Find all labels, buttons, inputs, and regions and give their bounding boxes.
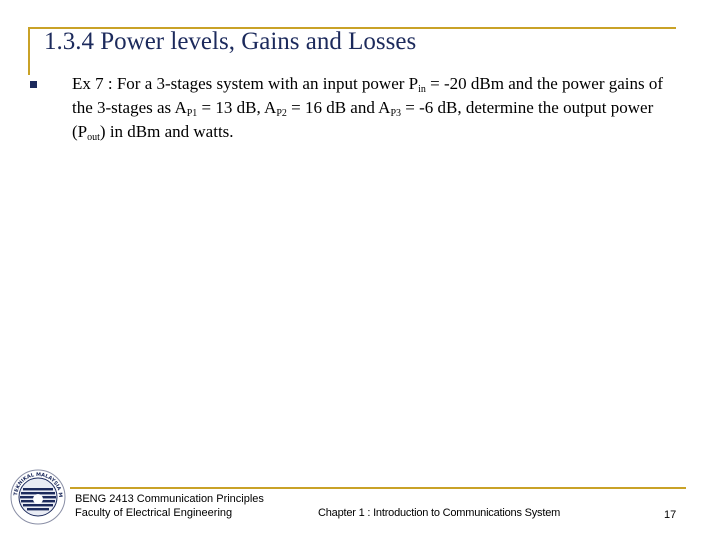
example-text xyxy=(72,72,672,144)
example-text-part: = -20 dBm and the power gains of the 3-stages as A xyxy=(72,74,664,117)
footer-course-info xyxy=(75,492,264,520)
footer-faculty: Faculty of Electrical Engineering xyxy=(75,507,233,519)
seal-lettering: TEKNIKAL MALAYSIA M xyxy=(13,471,64,498)
footer-divider-line xyxy=(70,487,686,489)
ap1-subscript: P1 xyxy=(186,108,198,119)
university-seal-icon xyxy=(9,468,67,526)
title-frame-left-line xyxy=(28,27,30,75)
example-text-part: = 16 dB and A xyxy=(286,98,391,117)
page-number: 17 xyxy=(664,509,677,521)
ap3-subscript: P3 xyxy=(390,108,401,119)
ap2-subscript: P2 xyxy=(276,108,287,119)
example-intro-text: Ex 7 : For a 3-stages system with an input power P xyxy=(72,74,419,93)
square-bullet-icon xyxy=(30,81,37,88)
pin-subscript: in xyxy=(418,84,426,95)
pout-subscript: out xyxy=(87,132,100,143)
slide-title: 1.3.4 Power levels, Gains and Losses xyxy=(44,28,417,55)
example-text-part: = -6 dB, determine the output power (P xyxy=(72,98,654,141)
footer-course: BENG 2413 Communication Principles xyxy=(75,493,264,505)
example-text-part: = 13 dB, A xyxy=(197,98,277,117)
example-text-end: ) in dBm and watts. xyxy=(99,122,234,141)
footer-chapter: Chapter 1 : Introduction to Communications System xyxy=(318,507,561,519)
